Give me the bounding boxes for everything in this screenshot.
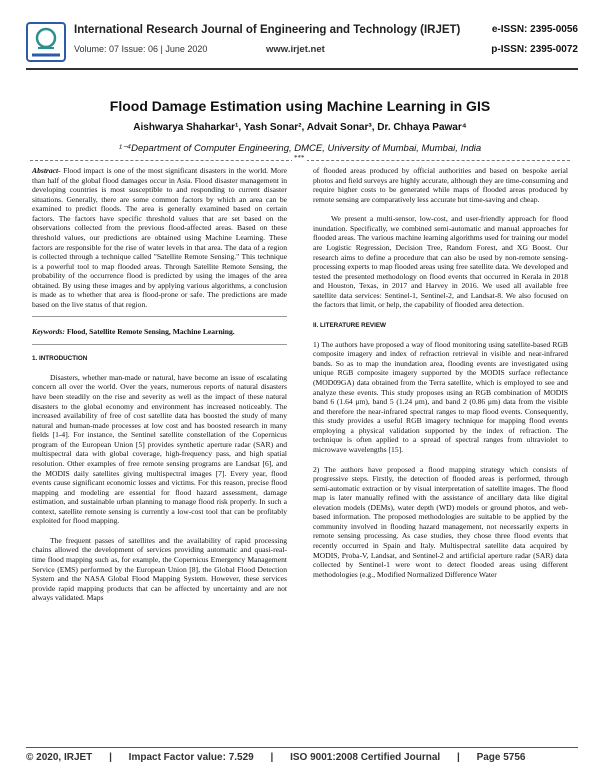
abstract: [32, 166, 287, 309]
paragraph: 1) The authors have proposed a way of flood monitoring using satellite-based RGB composite imagery and index of refraction retrieval in visible and near-infrared bands. So as to map the inundation area, flooding events are investigated using unique RGB composite imagery supported by the MODIS surface reflectance (MOD09GA) data obtained from the Terra satellite, which is employed to see and analyze these events. This study proposes using an RGB combination of MODIS band 6 (1.64 μm), band 5 (1.24 μm), and band 2 (0.86 μm) data from the visible and therefore the near-infrared spectral ranges to map flood events. Consequently, this study provides a useful RGB imagery technique for mapping flood events employing a physical validation supported by the index of refraction. The technique is often applied to a spread of spectral ranges from ultraviolet to microwave wavelengths [15].: [313, 339, 568, 454]
issn-p: p-ISSN: 2395-0072: [491, 44, 578, 55]
issn-e: e-ISSN: 2395-0056: [491, 24, 578, 35]
paragraph: We present a multi-sensor, low-cost, and user-friendly approach for flood inundation. Specifically, we combined semi-automatic and manual approaches for flooded areas. The various machine learning algorithms used for training our model are Logistic Regression, Decision Tree, Random Forest, and XG Boost. Our research aims to define a procedure that can also be used by non-remote sensing-processing experts to map flooded areas using free satellite data. We developed and tested the presented methodology on flood events that occurred in Kerala in 2018 and Houston, Texas, in 2017 and Harvey in 2016. We used all available free satellite data services: Sentinel-1, Sentinel-2, and Landsat-8. We also focused on the factors that limit, or help, the capability of flooded area detection.: [313, 214, 568, 310]
footer-page-number: Page 5756: [476, 752, 526, 763]
separator-mark: ***: [294, 154, 305, 162]
footer-divider-mark: |: [270, 752, 274, 763]
keywords-divider-top: [32, 316, 287, 317]
page-footer: [26, 752, 578, 763]
header-divider: [26, 68, 578, 70]
authors: Aishwarya Shaharkar¹, Yash Sonar², Advait Sonar³, Dr. Chhaya Pawar⁴: [133, 122, 467, 133]
footer-divider-mark: |: [109, 752, 112, 763]
abstract-text: - Flood impact is one of the most significant disasters in the world. More than half of the global flood damages occur in Asia. Flood disaster management in developing countries is most susceptible to and responding to current disaster situations. Generally, there are some common factors by which an area can be examined to predict floods. The area is generally examined based on certain factors. The factors have specific threshold values that are set based on the observations collected from the previous flood-affected areas. Based on these threshold values, our predictions are obtained using Machine Learning. These factors are responsible for the rise of water levels in that area. The data of a region is collected through a technique called "Satellite Remote Sensing." This technique is a powerful tool to map flooded areas. Through Satellite Remote Sensing, the probability of the occurrence flood is predicted by using the images of the area obtained. By using these images and by applying various algorithms, a conclusion is made as to whether that area is flood-prone or safe. The predictions are made based on the live status of that region.: [32, 166, 287, 309]
paragraph: 2) The authors have proposed a flood mapping strategy which consists of progressive steps. Firstly, the detection of flooded areas is performed, through semi-automatic extraction or by visual interpretation of satellite images. The flood map is later manually refined with the assistance of ancillary data like digital elevation models (DEMs), water depth (WD) models or ground photos, and web-based information. The proposed methodologies are suitable to be applied by the community involved in flooding hazard management, not necessarily experts in remote sensing processing. As case studies, they chose three flood events that recently occurred in Spain and Italy. Multispectral satellite data acquired by MODIS, Proba-V, Landsat, and Sentinel-2 and artificial aperture radar (SAR) data collected by Sentinel-1 were wont to detect flooded areas using different methodologies (e.g., Modified Normalized Difference Water: [313, 464, 568, 579]
section-heading-introduction: 1. INTRODUCTION: [32, 355, 88, 362]
right-column: [313, 166, 568, 586]
affiliation: ¹⁻⁴Department of Computer Engineering, DMCE, University of Mumbai, Mumbai, India: [118, 143, 482, 154]
abstract-label: Abstract: [32, 166, 59, 175]
footer-divider: [26, 747, 578, 748]
footer-impact-factor: Impact Factor value: 7.529: [128, 752, 254, 763]
paragraph: The frequent passes of satellites and the availability of rapid processing chains allowed the development of services providing automatic and quasi-real-time flood mapping such as, for example, the Copernicus Emergency Management Service (EMS) performed by the European Union [8], the Global Flood Detection System and the NASA Global Flood Mapping System. However, these services provide rapid mapping products that can be affected by uncertainty and are not always validated. Maps: [32, 535, 287, 603]
keywords: [32, 327, 287, 337]
volume-issue: Volume: 07 Issue: 06 | June 2020: [74, 44, 208, 54]
keywords-divider-bottom: [32, 344, 287, 345]
footer-divider-mark: |: [456, 752, 460, 763]
paragraph: Disasters, whether man-made or natural, have become an issue of escalating concern all over the world. Over the years, numerous reports of natural disasters have been steadily on the rise and severity as well as the impact of these natural disasters to the global economy and environment has increased noticeably. The increased availability of free of cost satellite data has boosted the study of many natural and human-made processes at low cost and has boosted research in many fields [1-4]. For instance, the Sentinel satellite constellation of the Copernicus program of the European Union [5] provides synthetic aperture radar (SAR) and multispectral data with global coverage, high-frequency pass, and high spatial resolution. Other examples of free remote sensing programs are Landsat [6], and the MODIS daily satellites giving multispectral images [7]. Every year, flood events cause significant economic losses and victims. For this reason, precise flood mapping and modeling are essential for flood hazard assessment, damage estimation, and sustainable urban planning to manage flood risk properly. In such a context, satellite remote sensing is currently a low-cost tool that can be profitably exploited for flood mapping.: [32, 372, 287, 526]
irjet-logo-icon: [26, 22, 66, 62]
keywords-label: Keywords:: [32, 327, 65, 337]
website-link[interactable]: www.irjet.net: [266, 44, 325, 55]
paper-title: Flood Damage Estimation using Machine Learning in GIS: [109, 98, 491, 114]
keywords-text: Flood, Satellite Remote Sensing, Machine Learning.: [66, 327, 235, 337]
footer-copyright: © 2020, IRJET: [26, 752, 93, 763]
paragraph: of flooded areas produced by official authorities and based on bespoke aerial photos and field surveys are highly accurate, although they are time-consuming and require higher costs to be generated while maps of flooded areas produced by remote sensing are comparatively less accurate but time-saving and cheap.: [313, 166, 568, 204]
journal-title: International Research Journal of Engineering and Technology (IRJET): [74, 24, 461, 36]
footer-iso: ISO 9001:2008 Certified Journal: [290, 752, 441, 763]
section-heading-literature-review: II. LITERATURE REVIEW: [313, 321, 386, 329]
left-column: [32, 166, 287, 610]
page-header: [26, 22, 578, 72]
